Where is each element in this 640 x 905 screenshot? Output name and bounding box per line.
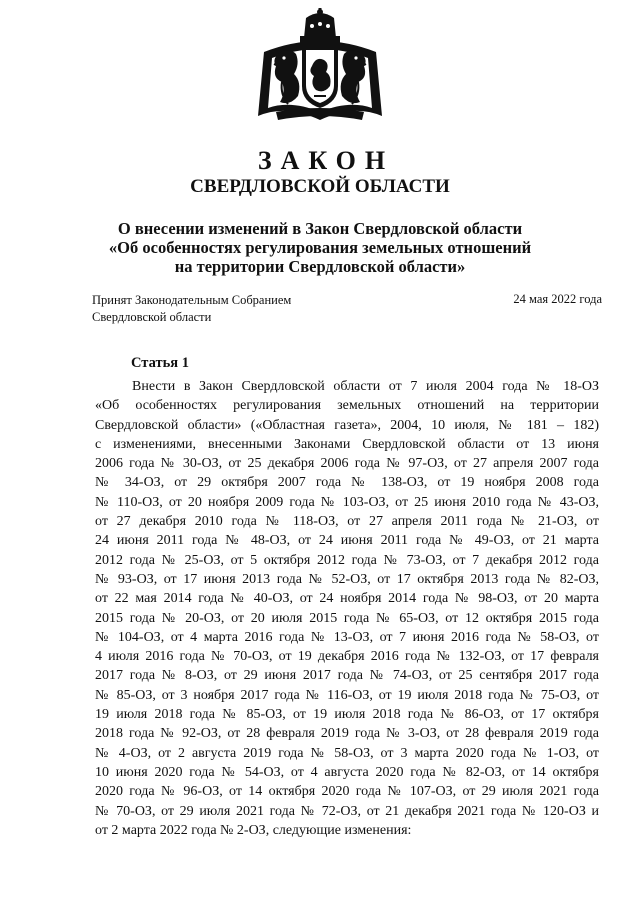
body-line: 2012 года № 25-ОЗ, от 5 октября 2012 года № 73-ОЗ, от 7 декабря 2012 года: [95, 552, 599, 568]
body-line: от 27 декабря 2010 года № 118-ОЗ, от 27 апреля 2011 года № 21-ОЗ, от: [95, 514, 599, 530]
coat-of-arms-emblem: [254, 8, 386, 126]
body-line: 2017 года № 8-ОЗ, от 29 июня 2017 года № 74-ОЗ, от 25 сентября 2017 года: [95, 668, 599, 684]
article-heading: Статья 1: [131, 355, 189, 371]
body-line: 19 июля 2018 года № 85-ОЗ, от 19 июля 2018 года № 86-ОЗ, от 17 октября: [95, 707, 599, 723]
body-line: с изменениями, внесенными Законами Свердловской области от 13 июня: [95, 436, 599, 452]
body-line: 24 июня 2011 года № 48-ОЗ, от 24 июня 2011 года № 49-ОЗ, от 21 марта: [95, 533, 599, 549]
region-title: СВЕРДЛОВСКОЙ ОБЛАСТИ: [190, 176, 450, 197]
law-subject: [0, 219, 640, 276]
adoption-line: Свердловской области: [92, 310, 212, 324]
subject-line: «Об особенностях регулирования земельных отношений: [108, 238, 532, 257]
body-line: 2020 года № 96-ОЗ, от 14 октября 2020 года № 107-ОЗ, от 29 июля 2021 года: [95, 784, 599, 800]
body-line: № 4-ОЗ, от 2 августа 2019 года № 58-ОЗ, от 3 марта 2020 года № 1-ОЗ, от: [95, 745, 599, 761]
document-type-title: ЗАКОН: [257, 146, 395, 175]
coat-of-arms-icon: [254, 8, 386, 126]
body-line: 4 июля 2016 года № 70-ОЗ, от 19 декабря 2016 года № 132-ОЗ, от 17 февраля: [95, 649, 599, 665]
adoption-statement: [92, 292, 291, 326]
body-line: Свердловской области» («Областная газета», 2004, 10 июля, № 181 – 182): [95, 417, 599, 433]
body-line: 2015 года № 20-ОЗ, от 20 июля 2015 года № 65-ОЗ, от 12 октября 2015 года: [95, 610, 599, 626]
body-line: № 70-ОЗ, от 29 июля 2021 года № 72-ОЗ, от 21 декабря 2021 года № 120-ОЗ и: [95, 803, 599, 819]
body-line: от 22 мая 2014 года № 40-ОЗ, от 24 ноября 2014 года № 98-ОЗ, от 20 марта: [95, 591, 599, 607]
subject-line: на территории Свердловской области»: [174, 257, 466, 276]
body-line: № 34-ОЗ, от 29 октября 2007 года № 138-ОЗ, от 19 ноября 2008 года: [95, 475, 599, 491]
adoption-line: Принят Законодательным Собранием: [92, 293, 292, 307]
body-line: «Об особенностях регулирования земельных отношений на территории: [95, 398, 599, 414]
article-body: [95, 377, 599, 840]
body-line: № 110-ОЗ, от 20 ноября 2009 года № 103-ОЗ, от 25 июня 2010 года № 43-ОЗ,: [95, 494, 599, 510]
body-line: 2018 года № 92-ОЗ, от 28 февраля 2019 года № 3-ОЗ, от 28 февраля 2019 года: [95, 726, 599, 742]
body-line: № 104-ОЗ, от 4 марта 2016 года № 13-ОЗ, от 7 июня 2016 года № 58-ОЗ, от: [95, 629, 599, 645]
body-line: 2006 года № 30-ОЗ, от 25 декабря 2006 года № 97-ОЗ, от 27 апреля 2007 года: [95, 456, 599, 472]
adoption-date: 24 мая 2022 года: [513, 292, 602, 306]
body-line: Внести в Закон Свердловской области от 7 июля 2004 года № 18-ОЗ: [132, 379, 599, 394]
body-line: от 2 марта 2022 года № 2-ОЗ, следующие изменения:: [95, 822, 412, 838]
body-line: № 85-ОЗ, от 3 ноября 2017 года № 116-ОЗ, от 19 июля 2018 года № 75-ОЗ, от: [95, 687, 599, 703]
body-line: 10 июня 2020 года № 54-ОЗ, от 4 августа 2020 года № 82-ОЗ, от 14 октября: [95, 764, 599, 780]
body-line: № 93-ОЗ, от 17 июня 2013 года № 52-ОЗ, от 17 октября 2013 года № 82-ОЗ,: [95, 571, 599, 587]
subject-line: О внесении изменений в Закон Свердловской области: [117, 219, 523, 238]
